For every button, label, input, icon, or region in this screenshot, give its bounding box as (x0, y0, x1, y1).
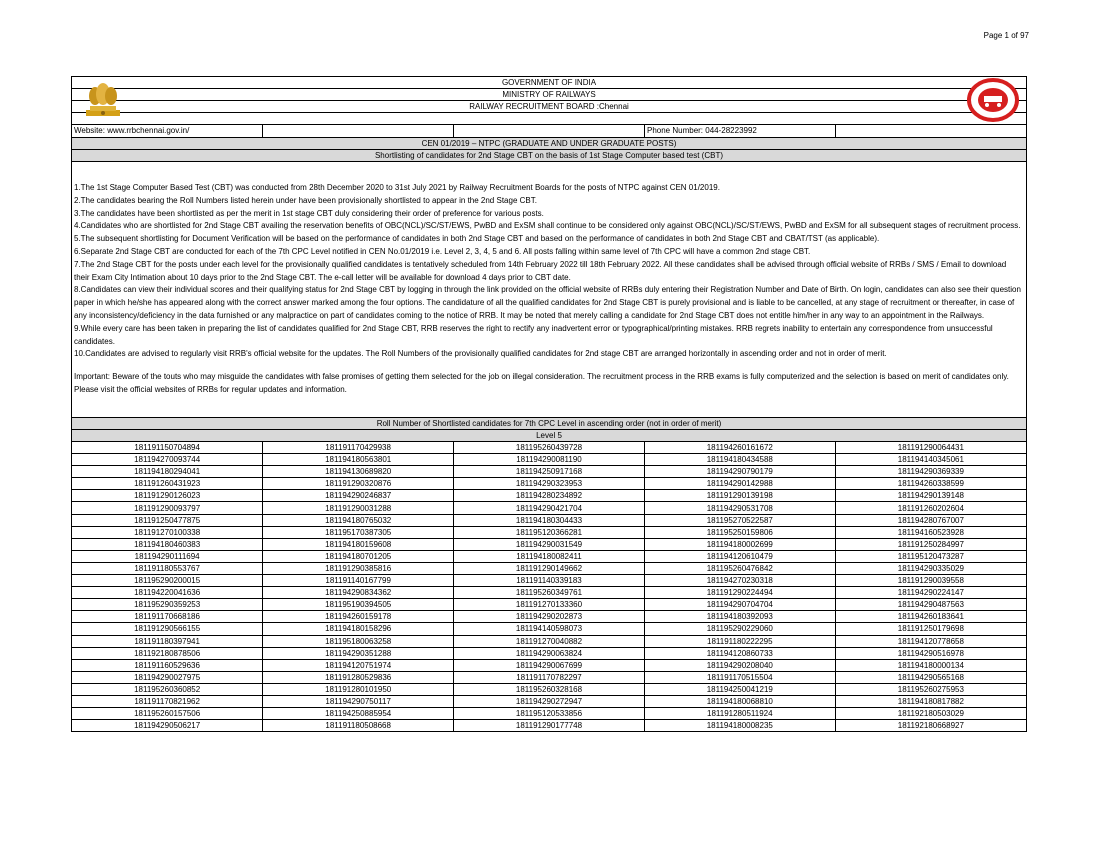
roll-number-cell: 181191270040882 (454, 635, 645, 647)
roll-number-cell: 181191290149662 (454, 562, 645, 574)
roll-number-cell: 181194290565168 (835, 671, 1026, 683)
table-row (72, 466, 1026, 478)
note-item: 7.The 2nd Stage CBT for the posts under each level for the provisionally qualified candidates is tentatively scheduled from 14th February 2022 till 18th February 2022. All these candidates shall be advised through official website of RRBs / SMS / Email to download their Exam City Intimation about 10 days prior to the 2nd Stage CBT. The e-call letter will be available for download 4 days prior to CBT date. (74, 259, 1007, 282)
roll-number-cell: 181194180068810 (644, 695, 835, 707)
table-row (72, 442, 1026, 454)
indian-railways-logo-icon (966, 78, 1020, 122)
roll-number-cell: 181195170387305 (263, 526, 454, 538)
roll-number-cell: 181194180817882 (835, 695, 1026, 707)
roll-number-cell: 181191140339183 (454, 575, 645, 587)
table-row (72, 623, 1026, 635)
roll-number-cell: 181194140345061 (835, 454, 1026, 466)
table-row (72, 550, 1026, 562)
roll-number-cell: 181195260439728 (454, 442, 645, 454)
table-row (72, 683, 1026, 695)
roll-number-cell: 181194180563801 (263, 454, 454, 466)
roll-number-cell: 181195190394505 (263, 599, 454, 611)
roll-number-cell: 181194290335029 (835, 562, 1026, 574)
roll-number-cell: 181194280234892 (454, 490, 645, 502)
roll-number-cell: 181194250041219 (644, 683, 835, 695)
note-item: 2.The candidates bearing the Roll Numbers listed herein under have been provisionally shortlisted to appear in the 2nd Stage CBT. (74, 195, 537, 205)
table-row (72, 587, 1026, 599)
table-row (72, 575, 1026, 587)
contact-row (72, 125, 1026, 138)
roll-number-cell: 181191170821962 (72, 695, 263, 707)
header-block (72, 77, 1026, 125)
roll-number-cell: 181194290750117 (263, 695, 454, 707)
roll-number-cell: 181191280529836 (263, 671, 454, 683)
roll-number-cell: 181194120751974 (263, 659, 454, 671)
roll-number-cell: 181192180878506 (72, 647, 263, 659)
roll-number-cell: 181195250159806 (644, 526, 835, 538)
roll-number-cell: 181194290272947 (454, 695, 645, 707)
roll-number-cell: 181191250179698 (835, 623, 1026, 635)
roll-number-cell: 181194260161672 (644, 442, 835, 454)
table-row (72, 708, 1026, 720)
note-item: 3.The candidates have been shortlisted as per the merit in 1st stage CBT duly considering their order of preference for various posts. (74, 208, 544, 218)
roll-number-cell: 181194290142988 (644, 478, 835, 490)
roll-number-cell: 181194290516978 (835, 647, 1026, 659)
roll-number-cell: 181191290566155 (72, 623, 263, 635)
roll-number-cell: 181191260202604 (835, 502, 1026, 514)
roll-number-cell: 181194270230318 (644, 575, 835, 587)
roll-number-cell: 181195120533856 (454, 708, 645, 720)
roll-number-cell: 181191180222295 (644, 635, 835, 647)
roll-number-cell: 181191140167799 (263, 575, 454, 587)
empty-cell (454, 125, 645, 137)
table-row (72, 635, 1026, 647)
roll-number-cell: 181195260360852 (72, 683, 263, 695)
roll-number-cell: 181194140598073 (454, 623, 645, 635)
roll-number-cell: 181194180460383 (72, 538, 263, 550)
roll-number-cell: 181191170429938 (263, 442, 454, 454)
roll-number-cell: 181191250477875 (72, 514, 263, 526)
roll-number-cell: 181194290031549 (454, 538, 645, 550)
roll-number-cell: 181191260431923 (72, 478, 263, 490)
roll-number-cell: 181194290224147 (835, 587, 1026, 599)
roll-number-cell: 181194220041636 (72, 587, 263, 599)
table-row (72, 720, 1026, 732)
roll-number-cell: 181194290351288 (263, 647, 454, 659)
page-number: Page 1 of 97 (983, 31, 1029, 40)
roll-number-table (72, 442, 1026, 731)
website-text: Website: www.rrbchennai.gov.in/ (72, 125, 263, 137)
phone-text: Phone Number: 044-28223992 (645, 125, 836, 137)
table-row (72, 599, 1026, 611)
roll-number-cell: 181195260275953 (835, 683, 1026, 695)
instructions-block (72, 162, 1026, 418)
roll-number-cell: 181194290063824 (454, 647, 645, 659)
roll-number-cell: 181194290139148 (835, 490, 1026, 502)
note-item: 1.The 1st Stage Computer Based Test (CBT) was conducted from 28th December 2020 to 31st July 2021 by Railway Recruitment Boards for the posts of NTPC against CEN 01/2019. (74, 183, 720, 192)
roll-number-cell: 181194180158296 (263, 623, 454, 635)
roll-number-cell: 181194290790179 (644, 466, 835, 478)
roll-number-cell: 181192180668927 (897, 721, 964, 731)
header-spacer (72, 113, 1026, 125)
roll-number-cell: 181194290487563 (835, 599, 1026, 611)
roll-number-cell: 181194180159608 (263, 538, 454, 550)
roll-number-cell: 181194180304433 (454, 514, 645, 526)
table-row (72, 526, 1026, 538)
roll-number-cell: 181194120860733 (644, 647, 835, 659)
roll-number-cell: 181191290126023 (72, 490, 263, 502)
header-line-1: GOVERNMENT OF INDIA (72, 77, 1026, 89)
roll-number-cell: 181191270133360 (454, 599, 645, 611)
roll-number-cell: 181195260349761 (454, 587, 645, 599)
roll-number-cell: 181195290229060 (644, 623, 835, 635)
roll-number-cell: 181195260476842 (644, 562, 835, 574)
national-emblem-icon (80, 80, 126, 120)
roll-number-cell: 181195290359253 (72, 599, 263, 611)
roll-number-cell: 181194290369339 (835, 466, 1026, 478)
roll-number-cell: 181191180553767 (72, 562, 263, 574)
roll-number-cell: 181192180503029 (835, 708, 1026, 720)
roll-number-cell: 181191290320876 (263, 478, 454, 490)
roll-number-cell: 181191180508668 (263, 720, 454, 732)
table-row (72, 611, 1026, 623)
roll-number-cell: 181195180063258 (263, 635, 454, 647)
roll-number-cell: 181195120366281 (454, 526, 645, 538)
roll-number-cell: 181194180082411 (454, 550, 645, 562)
cen-title: CEN 01/2019 – NTPC (GRADUATE AND UNDER GRADUATE POSTS) (72, 138, 1026, 150)
table-row (72, 502, 1026, 514)
table-row (72, 490, 1026, 502)
roll-number-cell: 181194290111694 (72, 550, 263, 562)
table-row (72, 562, 1026, 574)
roll-number-cell: 181194180002699 (644, 538, 835, 550)
roll-number-cell: 181194130689820 (263, 466, 454, 478)
roll-number-cell: 181191280101950 (263, 683, 454, 695)
roll-number-cell: 181194260159178 (263, 611, 454, 623)
roll-number-cell: 181194250885954 (263, 708, 454, 720)
roll-number-cell: 181195260328168 (454, 683, 645, 695)
roll-number-cell: 181194270093744 (72, 454, 263, 466)
table-row (72, 671, 1026, 683)
table-row (72, 538, 1026, 550)
roll-number-cell: 181194290421704 (454, 502, 645, 514)
roll-number-cell: 181191290064431 (835, 442, 1026, 454)
header-line-2: MINISTRY OF RAILWAYS (72, 89, 1026, 101)
table-row (72, 478, 1026, 490)
empty-cell (263, 125, 454, 137)
table-row (72, 514, 1026, 526)
roll-number-cell: 181195260157506 (72, 708, 263, 720)
table-row (72, 647, 1026, 659)
roll-number-cell: 181195270522587 (644, 514, 835, 526)
important-note: Important: Beware of the touts who may misguide the candidates with false promises of getting them selected for the job on illegal consideration. The recruitment process in the RRB exams is fully computerized and the selection is based on merit of candidates only. Please visit the official websites of RRBs for regular updates and information. (74, 372, 1009, 394)
roll-number-cell: 181194180701205 (263, 550, 454, 562)
roll-number-cell: 181194180765032 (263, 514, 454, 526)
roll-number-cell: 181194180294041 (72, 466, 263, 478)
roll-number-cell: 181194120778658 (835, 635, 1026, 647)
roll-number-cell: 181191280511924 (644, 708, 835, 720)
roll-number-cell: 181195120473287 (835, 550, 1026, 562)
roll-number-cell: 181191250284997 (835, 538, 1026, 550)
roll-number-cell: 181194250917168 (454, 466, 645, 478)
roll-number-cell: 181191290224494 (644, 587, 835, 599)
shortlist-subtitle: Shortlisting of candidates for 2nd Stage CBT on the basis of 1st Stage Computer based test (CBT) (72, 150, 1026, 162)
roll-number-cell: 181194290834362 (263, 587, 454, 599)
roll-number-cell: 181194290323953 (454, 478, 645, 490)
note-item: 4.Candidates who are shortlisted for 2nd Stage CBT availing the reservation benefits of OBC(NCL)/SC/ST/EWS, PwBD and ExSM shall continue to be considered only against OBC(NCL)/SC/ST/EWS, PwBD and ExSM for all subsequent stages of recruitment process. (74, 221, 1021, 231)
roll-number-cell: 181194260183641 (835, 611, 1026, 623)
table-row (72, 659, 1026, 671)
note-item: 5.The subsequent shortlisting for Document Verification will be based on the performance of candidates in both 2nd Stage CBT and based on the performance of candidates in both 2nd Stage CBT and CBAT/TST (as applicable). (74, 234, 880, 244)
roll-number-cell: 181191290385816 (263, 562, 454, 574)
roll-number-cell: 181194290067699 (454, 659, 645, 671)
note-item: 8.Candidates can view their individual scores and their qualifying status for 2nd Stage CBT by logging in through the link provided on the official website of RRBs duly entering their Registration Number and Date of Birth. On login, candidates can also see their question paper in which he/she has appeared along with the correct answer marked among the four options. The candidature of all the qualified candidates for 2nd Stage CBT is purely provisional and is liable to be cancelled, at any stage of recruitment or thereafter, in case of any inconsistency/deficiency in the data furnished or any malpractice on part of candidates coming to the notice of RRB. It may be noted that merely calling a candidate for 2nd Stage CBT does not entitle him/her in any way to an appointment in the Railways. (74, 285, 1021, 320)
roll-number-cell: 181194290027975 (72, 671, 263, 683)
roll-number-cell: 181194280767007 (835, 514, 1026, 526)
roll-number-cell: 181191180397941 (72, 635, 263, 647)
empty-cell (836, 125, 1026, 137)
roll-number-cell: 181194180000134 (835, 659, 1026, 671)
roll-number-cell: 181194120610479 (644, 550, 835, 562)
roll-number-cell: 181194260338599 (835, 478, 1026, 490)
header-line-3: RAILWAY RECRUITMENT BOARD :Chennai (72, 101, 1026, 113)
roll-number-cell: 181194160523928 (835, 526, 1026, 538)
document-sheet (71, 76, 1027, 732)
roll-number-cell: 181194290208040 (644, 659, 835, 671)
roll-number-cell: 181194180392093 (644, 611, 835, 623)
roll-number-cell: 181191290039558 (835, 575, 1026, 587)
table-caption: Roll Number of Shortlisted candidates for 7th CPC Level in ascending order (not in order of merit) (72, 418, 1026, 430)
roll-number-cell: 181194290704704 (644, 599, 835, 611)
level-label: Level 5 (72, 430, 1026, 442)
roll-number-cell: 181194290202873 (454, 611, 645, 623)
roll-number-cell: 181194290246837 (263, 490, 454, 502)
roll-number-cell: 181191170668186 (72, 611, 263, 623)
roll-number-cell: 181194290081190 (454, 454, 645, 466)
note-item: 6.Separate 2nd Stage CBT are conducted for each of the 7th CPC Level notified in CEN No.01/2019 i.e. Level 2, 3, 4, 5 and 6. All posts falling within same level of 7th CPC will have a common 2nd stage CBT. (74, 246, 811, 256)
roll-number-cell: 181191160529636 (72, 659, 263, 671)
roll-number-cell: 181194290506217 (72, 720, 263, 732)
roll-number-cell: 181191170782297 (454, 671, 645, 683)
roll-number-cell: 181191290177748 (454, 720, 645, 732)
roll-number-cell: 181195290200015 (72, 575, 263, 587)
note-item: 10.Candidates are advised to regularly visit RRB's official website for the updates. The Roll Numbers of the provisionally qualified candidates for 2nd stage CBT are arranged horizontally in ascending order and not in order of merit. (74, 349, 887, 359)
table-row (72, 454, 1026, 466)
roll-number-cell: 181194180008235 (644, 720, 835, 732)
table-row (72, 695, 1026, 707)
roll-number-cell: 181191270100338 (72, 526, 263, 538)
roll-number-cell: 181191170515504 (644, 671, 835, 683)
roll-number-cell: 181191150704894 (72, 442, 263, 454)
roll-number-cell: 181194290531708 (644, 502, 835, 514)
roll-number-cell: 181194180434588 (644, 454, 835, 466)
roll-number-cell: 181191290031288 (263, 502, 454, 514)
roll-number-cell: 181191290093797 (72, 502, 263, 514)
roll-number-cell: 181191290139198 (644, 490, 835, 502)
note-item: 9.While every care has been taken in preparing the list of candidates qualified for 2nd Stage CBT, RRB reserves the right to rectify any inadvertent error or typographical/printing mistakes. RRB regrets inability to entertain any correspondence from unsuccessful candidates. (74, 323, 993, 346)
